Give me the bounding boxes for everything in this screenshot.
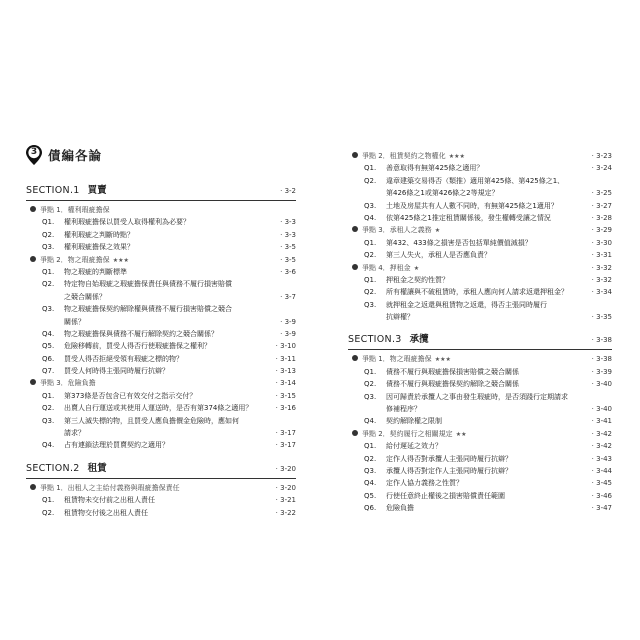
topic-title: 爭點 1．權利瑕疵擔保: [40, 206, 110, 214]
page-number: · 3-35: [591, 313, 612, 322]
question-number: Q6.: [42, 354, 55, 363]
question-number: Q4.: [364, 417, 377, 426]
question-number: Q2.: [364, 380, 377, 389]
location-pin-icon: [352, 226, 358, 232]
page-number: · 3-31: [591, 251, 612, 260]
page-number: · 3-16: [275, 404, 296, 413]
page-number-value: 3-23: [596, 152, 612, 160]
location-pin-icon: [352, 264, 358, 270]
page-number: · 3-20: [275, 464, 296, 473]
page-number-value: 3-29: [596, 226, 612, 235]
page-number-value: 3-3: [284, 218, 296, 227]
page-number-value: 3-38: [596, 336, 612, 345]
question-text-continued: [26, 316, 296, 328]
page-number-value: 3-46: [596, 491, 612, 500]
page-number-value: 3-2: [284, 187, 296, 195]
question-text: 占有連鎖法理於買賣契約之適用？: [64, 441, 169, 450]
question-number: Q2.: [42, 508, 55, 517]
question-text: 就押租金之返還與租賃物之返還，得否主張同時履行: [386, 300, 547, 309]
page-number: · 3-20: [275, 483, 296, 492]
topic-entry[interactable]: [26, 377, 296, 389]
location-pin-icon: [352, 355, 358, 361]
section-title: 承攬: [409, 334, 429, 346]
location-pin-icon: [30, 484, 36, 490]
topic-title: 爭點 2．契約履行之相關規定: [362, 429, 453, 438]
page-number-value: 3-28: [596, 213, 612, 222]
question-number: Q3.: [42, 416, 55, 425]
question-entry[interactable]: [26, 340, 296, 352]
page-number-value: 3-30: [596, 238, 612, 247]
question-entry[interactable]: [26, 390, 296, 402]
question-entry[interactable]: [26, 353, 296, 365]
question-entry[interactable]: [348, 453, 612, 465]
section-heading[interactable]: [348, 331, 612, 350]
question-number: Q7.: [42, 367, 55, 376]
question-entry[interactable]: [348, 299, 612, 311]
question-text: 之競合關係？: [64, 292, 106, 301]
page-number: · 3-11: [275, 354, 296, 363]
question-text: 承攬人得否對定作人主張同時履行抗辯？: [386, 466, 512, 475]
question-entry[interactable]: [348, 502, 612, 514]
question-text: 特定物自始瑕疵之瑕疵擔保責任與債務不履行損害賠償: [64, 280, 232, 289]
question-entry[interactable]: [26, 278, 296, 290]
question-text: 物之瑕疵擔保與債務不履行解除契約之競合關係？: [64, 329, 218, 338]
question-number: Q3.: [364, 201, 377, 210]
importance-stars: ★: [413, 264, 420, 272]
topic-entry[interactable]: [26, 254, 296, 266]
question-number: Q2.: [42, 230, 55, 239]
page-number-value: 3-17: [280, 429, 296, 438]
question-number: Q1.: [42, 218, 55, 227]
page-number-value: 3-32: [596, 275, 612, 284]
question-text: 所有權讓與不破租賃時，承租人應向何人請求返還押租金？: [386, 288, 568, 297]
page-number: · 3-44: [591, 466, 612, 475]
question-text: 第426條之1或第426條之2等規定？: [386, 189, 499, 198]
question-number: Q4.: [42, 441, 55, 450]
question-entry[interactable]: [26, 266, 296, 278]
question-entry[interactable]: [348, 249, 612, 261]
question-number: Q1.: [364, 164, 377, 173]
topic-entry[interactable]: [348, 353, 612, 365]
question-text: 買受人何時得主張同時履行抗辯？: [64, 367, 169, 376]
page-number-value: 3-10: [280, 342, 296, 351]
page-number: · 3-17: [275, 429, 296, 438]
location-pin-icon: [352, 152, 358, 158]
page-number: · 3-41: [591, 417, 612, 426]
question-text: 善意取得有無第425條之適用？: [386, 164, 484, 173]
question-number: Q4.: [364, 213, 377, 222]
page-number: · 3-5: [280, 255, 296, 264]
question-entry[interactable]: [348, 274, 612, 286]
question-number: Q1.: [364, 367, 377, 376]
topic-title: 爭點 4．押租金: [362, 263, 411, 272]
question-text: 押租金之契約性質？: [386, 275, 449, 284]
page-number: · 3-43: [591, 454, 612, 463]
importance-stars: ★: [434, 227, 441, 235]
question-text-continued: [348, 311, 612, 323]
question-entry[interactable]: [348, 212, 612, 224]
question-text-continued: [348, 403, 612, 415]
question-number: Q1.: [364, 275, 377, 284]
question-number: Q2.: [42, 280, 55, 289]
page-number: · 3-40: [591, 405, 612, 414]
page-number: · 3-42: [591, 442, 612, 451]
question-number: Q1.: [364, 442, 377, 451]
page-number-value: 3-43: [596, 454, 612, 463]
page-number-value: 3-24: [596, 164, 612, 173]
page-number-value: 3-25: [596, 189, 612, 198]
page-number: · 3-3: [280, 230, 296, 239]
question-text: 依第425條之1推定租賃關係後，發生權轉受讓之情況: [386, 213, 551, 222]
page-number: · 3-3: [280, 218, 296, 227]
topic-entry[interactable]: [348, 224, 612, 236]
question-text: 因可歸責於承攬人之事由發生瑕疵時，是否須踐行定期請求: [386, 392, 568, 401]
topic-title: 爭點 1．物之瑕疵擔保: [362, 355, 432, 364]
question-text: 第432、433條之損害是否包括單純價值減損？: [386, 238, 532, 247]
page-number-value: 3-11: [280, 354, 296, 363]
page-number-value: 3-17: [280, 441, 296, 450]
page-number: · 3-32: [591, 263, 612, 272]
chapter-number: 3: [30, 147, 38, 157]
question-entry[interactable]: [348, 465, 612, 477]
question-entry[interactable]: [348, 391, 612, 403]
question-text: 買受人得否拒絕受領有瑕疵之標的物？: [64, 354, 183, 363]
question-number: Q2.: [42, 404, 55, 413]
question-text: 危險負擔: [386, 504, 414, 513]
question-entry[interactable]: [26, 303, 296, 315]
section-heading[interactable]: [26, 460, 296, 479]
page-number-value: 3-40: [596, 405, 612, 414]
question-number: Q6.: [364, 504, 377, 513]
question-entry[interactable]: [348, 440, 612, 452]
question-text: 第三人滅失標的物，且買受人應負擔價金危險時，應如何: [64, 416, 239, 425]
question-entry[interactable]: [26, 402, 296, 414]
page-number: · 3-17: [275, 441, 296, 450]
page-number-value: 3-40: [596, 380, 612, 389]
question-text: 定作人得否對承攬人主張同時履行抗辯？: [386, 454, 512, 463]
question-entry[interactable]: [26, 241, 296, 253]
topic-title: 爭點 3．危險負擔: [40, 379, 96, 388]
page-number: · 3-9: [280, 317, 296, 326]
question-number: Q2.: [364, 251, 377, 260]
page-number-value: 3-39: [596, 367, 612, 376]
question-entry[interactable]: [348, 366, 612, 378]
page-number: · 3-27: [591, 201, 612, 210]
question-entry[interactable]: [348, 162, 612, 174]
page-number-value: 3-44: [596, 466, 612, 475]
question-text: 物之瑕疵的判斷標準: [64, 267, 127, 276]
page-number: · 3-15: [275, 391, 296, 400]
question-entry[interactable]: [348, 477, 612, 489]
question-number: Q2.: [364, 176, 377, 185]
page-number: · 3-21: [275, 496, 296, 505]
importance-stars: ★★★: [112, 256, 129, 264]
page-number-value: 3-9: [284, 317, 296, 326]
page-number: · 3-42: [591, 429, 612, 438]
page-number: · 3-22: [275, 508, 296, 517]
page-number: · 3-10: [275, 342, 296, 351]
question-text: 權利瑕疵擔保之效果？: [64, 243, 134, 252]
question-entry[interactable]: [26, 439, 296, 451]
page-number-value: 3-47: [596, 504, 612, 513]
page-number-value: 3-42: [596, 429, 612, 438]
question-text: 租賃物交付後之出租人責任: [64, 508, 148, 517]
importance-stars: ★★★: [448, 153, 465, 160]
question-text: 關係？: [64, 317, 85, 326]
page-number-value: 3-7: [284, 292, 296, 301]
page-number-value: 3-3: [284, 230, 296, 239]
toc-column-right: [348, 150, 612, 515]
question-text: 物之瑕疵擔保契約解除權與債務不履行損害賠償之競合: [64, 305, 232, 314]
topic-entry[interactable]: [348, 428, 612, 440]
page-number: · 3-40: [591, 380, 612, 389]
question-text: 危險移轉前，買受人得否行使瑕疵擔保之權利？: [64, 342, 211, 351]
page-number: · 3-5: [280, 243, 296, 252]
question-text-continued: [348, 187, 612, 199]
page-number-value: 3-21: [280, 496, 296, 505]
importance-stars: ★★★: [434, 356, 451, 364]
question-text: 第三人失火，承租人是否應負責？: [386, 251, 491, 260]
page-number: · 3-6: [280, 267, 296, 276]
topic-title: 爭點 1．出租人之主給付義務與瑕疵擔保責任: [40, 483, 180, 492]
importance-stars: ★★: [455, 430, 467, 438]
question-entry[interactable]: [348, 490, 612, 502]
question-entry[interactable]: [348, 378, 612, 390]
question-text: 第373條是否包含已有效交付之指示交付？: [64, 391, 197, 400]
toc-column-left: [26, 150, 296, 519]
question-entry[interactable]: [26, 229, 296, 241]
question-number: Q3.: [42, 305, 55, 314]
question-text: 抗辯權？: [386, 313, 414, 322]
location-pin-icon: [30, 379, 36, 385]
topic-entry[interactable]: [348, 150, 612, 162]
page-number: · 3-13: [275, 367, 296, 376]
question-text: 定作人協力義務之性質？: [386, 479, 463, 488]
question-text: 權利瑕疵擔保以買受人取得權利為必要？: [64, 218, 190, 227]
question-text: 契約解除權之限制: [386, 417, 442, 426]
question-entry[interactable]: [26, 415, 296, 427]
page-number: · 3-7: [280, 292, 296, 301]
topic-title: 爭點 2．物之瑕疵擔保: [40, 255, 110, 264]
page-number-value: 3-20: [280, 483, 296, 492]
question-number: Q1.: [364, 238, 377, 247]
page-number-value: 3-32: [596, 263, 612, 272]
page-number: · 3-38: [591, 355, 612, 364]
question-entry[interactable]: [26, 365, 296, 377]
question-number: Q1.: [42, 496, 55, 505]
page-number-value: 3-14: [280, 379, 296, 388]
section-title: 租賃: [87, 462, 107, 474]
question-entry[interactable]: [348, 286, 612, 298]
page-number-value: 3-45: [596, 479, 612, 488]
location-pin-icon: [352, 430, 358, 436]
page-number: · 3-46: [591, 491, 612, 500]
question-number: Q1.: [42, 391, 55, 400]
page-number: · 3-28: [591, 213, 612, 222]
question-entry[interactable]: [348, 175, 612, 187]
page-number-value: 3-38: [596, 355, 612, 364]
topic-entry[interactable]: [348, 262, 612, 274]
page-number: · 3-34: [591, 288, 612, 297]
page-number-value: 3-31: [596, 251, 612, 260]
question-entry[interactable]: [26, 328, 296, 340]
page-number: · 3-45: [591, 479, 612, 488]
page-number-value: 3-42: [596, 442, 612, 451]
question-number: Q2.: [364, 454, 377, 463]
question-text-continued: [26, 291, 296, 303]
topic-entry[interactable]: [26, 204, 296, 216]
question-number: Q5.: [364, 491, 377, 500]
question-text: 債務不履行與瑕疵擔保契約解除之競合關係: [386, 380, 519, 389]
question-text: 行使任意終止權後之損害賠償責任範圍: [386, 491, 505, 500]
question-text-continued: [26, 427, 296, 439]
question-number: Q3.: [364, 466, 377, 475]
question-number: Q3.: [364, 392, 377, 401]
topic-entry[interactable]: [26, 482, 296, 494]
page-number-value: 3-34: [596, 288, 612, 297]
page-number: · 3-25: [591, 189, 612, 198]
page-number: · 3-30: [591, 238, 612, 247]
question-text: 違章建築交易得否（類推）適用第425條、第425條之1、: [386, 176, 565, 185]
page-number-value: 3-9: [284, 329, 296, 338]
question-text: 給付遲延之效力？: [386, 442, 442, 451]
page-number-value: 3-41: [596, 417, 612, 426]
question-text: 債務不履行與瑕疵擔保損害賠償之競合關係: [386, 367, 519, 376]
question-text: 請求？: [64, 429, 85, 438]
question-number: Q4.: [364, 479, 377, 488]
question-text: 土地及房屋共有人人數不同時，有無第425條之1適用？: [386, 201, 558, 210]
page-number: · 3-24: [591, 164, 612, 173]
page-number-value: 3-6: [284, 267, 296, 276]
section-heading[interactable]: [26, 182, 296, 201]
question-entry[interactable]: [26, 216, 296, 228]
section-label: SECTION.1: [26, 185, 80, 196]
page-number: · 3-14: [275, 379, 296, 388]
location-pin-icon: [30, 256, 36, 262]
page-number-value: 3-20: [280, 464, 296, 473]
page-number-value: 3-27: [596, 201, 612, 210]
question-text: 租賃物未交付前之出租人責任: [64, 496, 155, 505]
page-number-value: 3-16: [280, 404, 296, 413]
question-entry[interactable]: [26, 507, 296, 519]
question-number: Q5.: [42, 342, 55, 351]
question-entry[interactable]: [26, 494, 296, 506]
question-text: 權利瑕疵之判斷時點？: [64, 230, 134, 239]
topic-title: 爭點 2．租賃契約之物權化: [362, 152, 446, 160]
page-number: · 3-47: [591, 504, 612, 513]
page-number-value: 3-22: [280, 508, 296, 517]
question-number: Q3.: [364, 300, 377, 309]
question-entry[interactable]: [348, 200, 612, 212]
page-number: · 3-32: [591, 275, 612, 284]
section-title: 買賣: [87, 185, 107, 196]
question-entry[interactable]: [348, 415, 612, 427]
section-label: SECTION.2: [26, 462, 80, 474]
page-number-value: 3-13: [280, 367, 296, 376]
section-label: SECTION.3: [348, 334, 402, 346]
question-number: Q4.: [42, 329, 55, 338]
page-number: · 3-38: [591, 336, 612, 345]
question-text: 出賣人自行運送或其使用人運送時，是否有第374條之適用？: [64, 404, 253, 413]
page-number-value: 3-15: [280, 391, 296, 400]
page-number-value: 3-35: [596, 313, 612, 322]
page-number: · 3-29: [591, 226, 612, 235]
topic-title: 爭點 3．承租人之義務: [362, 226, 432, 235]
question-number: Q1.: [42, 267, 55, 276]
question-text: 修補程序？: [386, 405, 421, 414]
location-pin-icon: [30, 206, 36, 212]
page-number: · 3-39: [591, 367, 612, 376]
page-number-value: 3-5: [284, 243, 296, 252]
page-number-value: 3-5: [284, 255, 296, 264]
question-entry[interactable]: [348, 237, 612, 249]
page-number: · 3-9: [280, 329, 296, 338]
chapter-title: 債編各論: [48, 148, 103, 163]
page-number: · 3-2: [280, 187, 296, 195]
question-number: Q2.: [364, 288, 377, 297]
page-number: · 3-23: [591, 152, 612, 160]
question-number: Q3.: [42, 243, 55, 252]
